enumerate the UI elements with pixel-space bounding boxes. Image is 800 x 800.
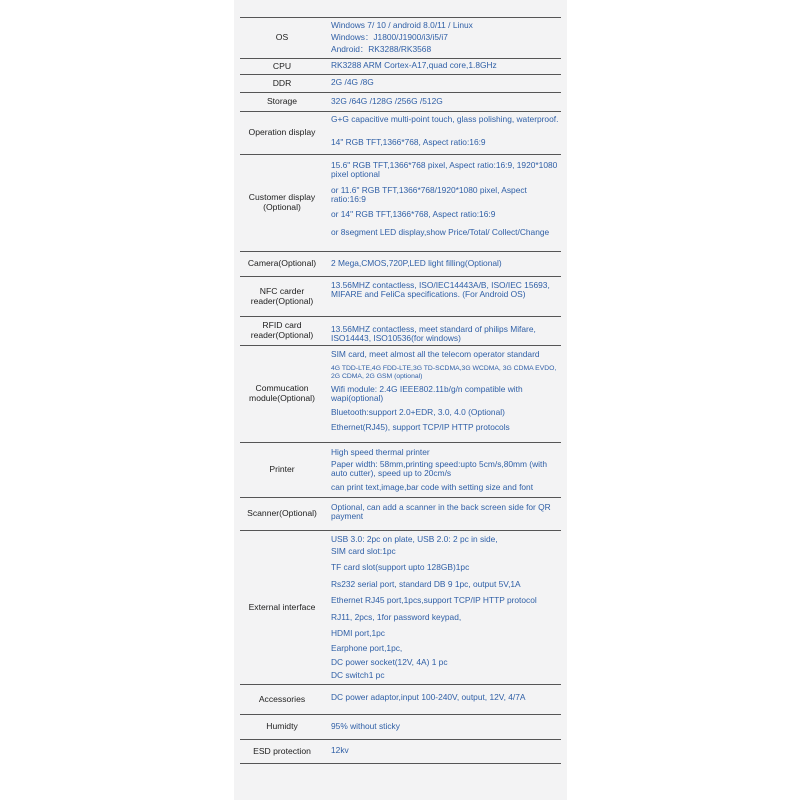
spec-value: Ethernet RJ45 port,1pcs,support TCP/IP HTTP protocol xyxy=(331,595,537,605)
spec-label: Commucation module(Optional) xyxy=(249,383,315,403)
spec-value: Paper width: 58mm,printing speed:upto 5cm/s,80mm (with auto cutter), speed up to 20cm/s xyxy=(331,459,547,479)
spec-value: 32G /64G /128G /256G /512G xyxy=(331,96,443,106)
spec-value: TF card slot(support upto 128GB)1pc xyxy=(331,562,470,572)
spec-value: Android：RK3288/RK3568 xyxy=(331,44,432,54)
spec-value: 14" RGB TFT,1366*768, Aspect ratio:16:9 xyxy=(331,137,486,147)
spec-value: HDMI port,1pc xyxy=(331,628,385,638)
spec-value: or 11.6" RGB TFT,1366*768/1920*1080 pixel, Aspect ratio:16:9 xyxy=(331,185,527,205)
spec-label: Accessories xyxy=(258,693,306,704)
spec-value: Optional, can add a scanner in the back screen side for QR payment xyxy=(331,502,551,522)
spec-row-ddr xyxy=(240,74,561,92)
spec-value: Earphone port,1pc, xyxy=(331,643,403,653)
spec-label: Customer display (Optional) xyxy=(248,192,316,212)
spec-value: DC switch1 pc xyxy=(331,670,385,680)
spec-value: 15.6" RGB TFT,1366*768 pixel, Aspect ratio:16:9, 1920*1080 pixel optional xyxy=(331,160,558,180)
spec-row-nfc xyxy=(240,276,561,316)
spec-value: RK3288 ARM Cortex-A17,quad core,1.8GHz xyxy=(331,60,497,70)
spec-value: or 8segment LED display,show Price/Total/ Collect/Change xyxy=(331,227,550,237)
spec-value: Windows：J1800/J1900/i3/i5/i7 xyxy=(331,32,448,42)
spec-value: 95% without sticky xyxy=(331,721,400,731)
spec-value: Windows 7/ 10 / android 8.0/11 / Linux xyxy=(331,20,473,30)
spec-row-communication-module xyxy=(240,345,561,442)
spec-label: DDR xyxy=(272,77,292,88)
spec-row-esd-protection xyxy=(240,739,561,764)
spec-value: G+G capacitive multi-point touch, glass polishing, waterproof. xyxy=(331,114,559,124)
spec-label: Scanner(Optional) xyxy=(247,508,317,519)
spec-value: 12kv xyxy=(331,745,349,755)
spec-label: RFID card reader(Optional) xyxy=(250,320,314,340)
spec-value: Ethernet(RJ45), support TCP/IP HTTP protocols xyxy=(331,422,510,432)
spec-table xyxy=(240,17,561,764)
spec-row-external-interface xyxy=(240,530,561,684)
spec-value: USB 3.0: 2pc on plate, USB 2.0: 2 pc in side, xyxy=(331,534,498,544)
spec-row-rfid xyxy=(240,316,561,345)
spec-label: ESD protection xyxy=(253,745,311,756)
spec-row-operation-display xyxy=(240,111,561,154)
spec-value: 13.56MHZ contactless, meet standard of philips Mifare, ISO14443, ISO10536(for windows) xyxy=(331,324,536,344)
spec-value: RJ11, 2pcs, 1for password keypad, xyxy=(331,612,462,622)
spec-value: 13.56MHZ contactless, ISO/IEC14443A/B, ISO/IEC 15693, MIFARE and FeliCa specifications. (For Android OS) xyxy=(331,280,550,300)
spec-value: DC power socket(12V, 4A) 1 pc xyxy=(331,657,448,667)
spec-value: Bluetooth:support 2.0+EDR, 3.0, 4.0 (Optional) xyxy=(331,407,505,417)
spec-row-os xyxy=(240,17,561,58)
spec-label: External interface xyxy=(248,601,316,612)
spec-value: or 14" RGB TFT,1366*768, Aspect ratio:16:9 xyxy=(331,209,496,219)
spec-label: Camera(Optional) xyxy=(247,258,317,269)
spec-value: 2 Mega,CMOS,720P,LED light filling(Optional) xyxy=(331,258,502,268)
spec-row-customer-display xyxy=(240,154,561,251)
spec-row-storage xyxy=(240,92,561,111)
spec-value: DC power adaptor,input 100-240V, output, 12V, 4/7A xyxy=(331,692,526,702)
spec-row-scanner xyxy=(240,497,561,530)
spec-value: can print text,image,bar code with setting size and font xyxy=(331,482,534,492)
spec-label: Operation display xyxy=(248,127,316,138)
spec-row-camera xyxy=(240,251,561,276)
spec-label: CPU xyxy=(272,60,292,71)
spec-label: NFC carder reader(Optional) xyxy=(250,285,314,306)
spec-value: Rs232 serial port, standard DB 9 1pc, output 5V,1A xyxy=(331,579,521,589)
spec-row-humidity xyxy=(240,714,561,739)
spec-row-accessories xyxy=(240,684,561,714)
spec-label: OS xyxy=(275,32,289,43)
spec-label: Storage xyxy=(266,96,298,107)
spec-row-printer xyxy=(240,442,561,497)
spec-value: 4G TDD-LTE,4G FDD-LTE,3G TD-SCDMA,3G WCDMA, 3G CDMA EVDO, 2G CDMA, 2G GSM (optional) xyxy=(331,365,557,381)
spec-value: SIM card, meet almost all the telecom operator standard xyxy=(331,349,540,359)
spec-value: SIM card slot:1pc xyxy=(331,546,396,556)
spec-label: Printer xyxy=(269,464,295,475)
spec-value: High speed thermal printer xyxy=(331,447,430,457)
spec-row-cpu xyxy=(240,58,561,74)
spec-value: 2G /4G /8G xyxy=(331,77,374,87)
spec-label: Humidty xyxy=(266,721,298,732)
spec-value: Wifi module: 2.4G IEEE802.11b/g/n compatible with wapi(optional) xyxy=(331,384,523,404)
